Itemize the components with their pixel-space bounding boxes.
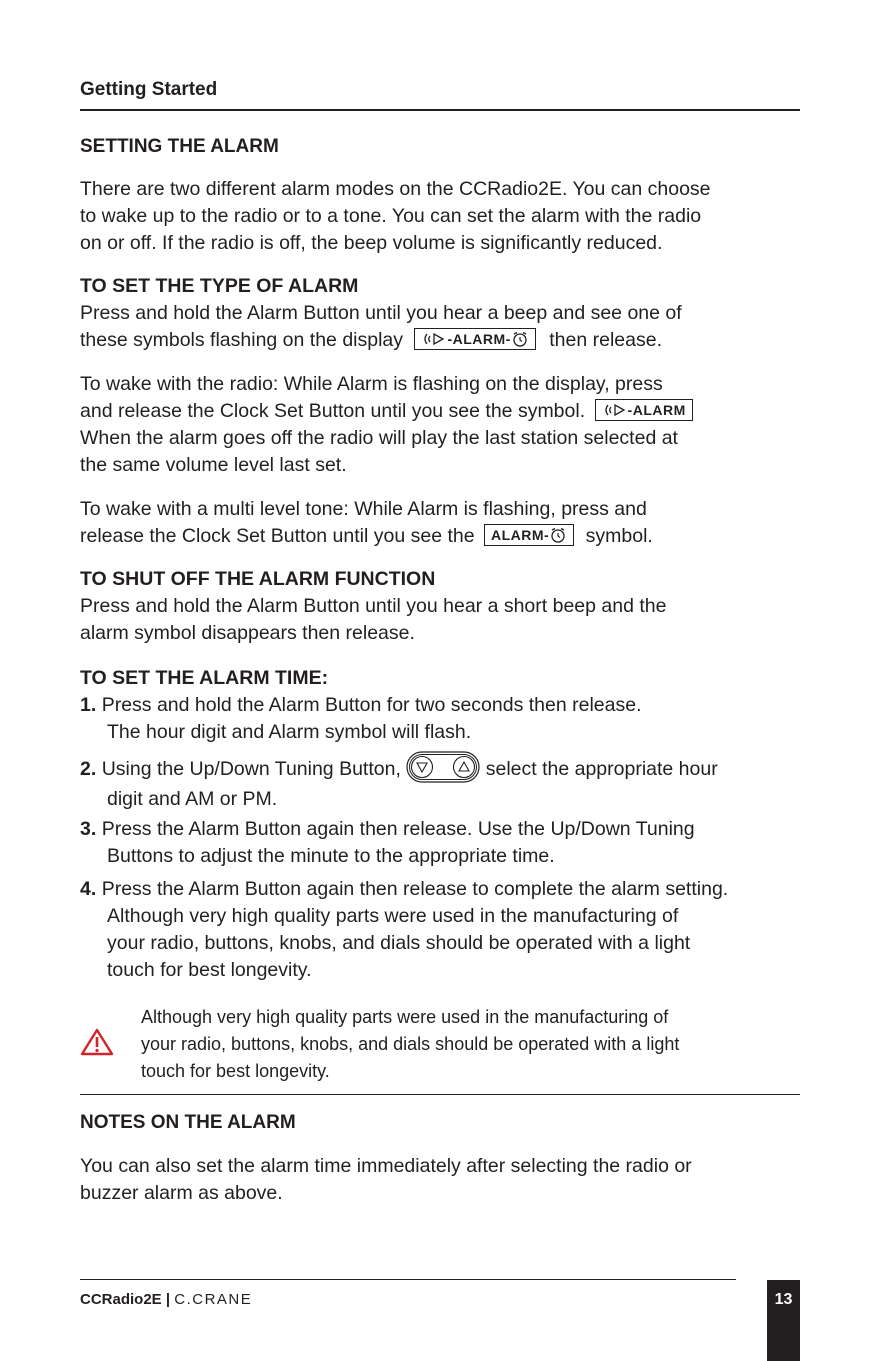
step-2-line: [80, 754, 810, 786]
notes-paragraph: [80, 1153, 820, 1207]
shut-off-line: Press and hold the Alarm Button until you hear a short beep and the: [80, 595, 667, 617]
header-rule: [80, 109, 800, 111]
tone-wake-line-text: symbol.: [585, 525, 653, 547]
page-number-tab: [767, 1280, 800, 1361]
radio-wake-paragraph: [80, 371, 820, 479]
step-number: 4.: [80, 878, 97, 900]
shut-off-block: [80, 566, 820, 647]
section-header: Getting Started: [80, 79, 218, 100]
step-number: 1.: [80, 694, 97, 716]
notes-line: buzzer alarm as above.: [80, 1182, 283, 1204]
radio-wake-line: the same volume level last set.: [80, 454, 347, 476]
caution-line: touch for best longevity.: [141, 1061, 330, 1081]
set-time-title: TO SET THE ALARM TIME:: [80, 667, 329, 689]
step-number: 2.: [80, 758, 97, 781]
footer-product: CCRadio2E: [80, 1291, 162, 1308]
caution-line: your radio, buttons, knobs, and dials should be operated with a light: [141, 1034, 680, 1054]
step-3: [80, 816, 810, 870]
tuning-down-icon: [412, 757, 433, 778]
tone-wake-paragraph: [80, 496, 820, 550]
intro-line: to wake up to the radio or to a tone. You can set the alarm with the radio: [80, 205, 702, 227]
step-1-line: [80, 692, 810, 719]
set-type-line: Press and hold the Alarm Button until you hear a beep and see one of: [80, 302, 682, 324]
tuning-button-icon: [406, 751, 480, 783]
alarm-clock-icon: [511, 331, 529, 347]
step-4: [80, 876, 820, 984]
intro-line: There are two different alarm modes on the CCRadio2E. You can choose: [80, 178, 711, 200]
set-type-title: TO SET THE TYPE OF ALARM: [80, 275, 359, 297]
set-type-line-text: then release.: [549, 329, 662, 351]
step-1: [80, 692, 810, 746]
shut-off-line: alarm symbol disappears then release.: [80, 622, 415, 644]
radio-wake-line-text: and release the Clock Set Button until you see the symbol.: [80, 400, 586, 422]
step-4-line: your radio, buttons, knobs, and dials should be operated with a light: [107, 932, 691, 954]
caution-text: [141, 1004, 801, 1085]
lcd-symbol-tone: [484, 524, 574, 546]
page-number: 13: [774, 1291, 793, 1308]
radio-wake-line: [80, 398, 820, 425]
step-3-line: Buttons to adjust the minute to the appropriate time.: [107, 845, 555, 867]
set-type-line-text: these symbols flashing on the display: [80, 329, 404, 351]
intro-paragraph: [80, 176, 820, 257]
step-2-line: digit and AM or PM.: [107, 788, 278, 810]
step-1-line: The hour digit and Alarm symbol will flash.: [107, 721, 472, 743]
caution-rule: [80, 1094, 800, 1095]
radio-wave-icon: [602, 402, 628, 418]
step-2: [80, 754, 810, 813]
step-text: select the appropriate hour: [485, 758, 718, 781]
step-4-line: touch for best longevity.: [107, 959, 312, 981]
setting-alarm-title: SETTING THE ALARM: [80, 136, 279, 157]
tone-wake-line: [80, 523, 820, 550]
lcd-symbol-radio: [595, 399, 693, 421]
intro-line: on or off. If the radio is off, the beep volume is significantly reduced.: [80, 232, 663, 254]
footer-rule: [80, 1279, 736, 1280]
tone-wake-line: To wake with a multi level tone: While Alarm is flashing, press and: [80, 498, 647, 520]
footer-brand-line: [80, 1291, 252, 1308]
footer-separator: |: [165, 1291, 171, 1308]
lcd-label: ALARM-: [491, 526, 550, 543]
tone-wake-line-text: release the Clock Set Button until you see the: [80, 525, 475, 547]
step-text: Using the Up/Down Tuning Button,: [101, 758, 401, 781]
caution-line: Although very high quality parts were used in the manufacturing of: [141, 1007, 669, 1027]
radio-wave-icon: [421, 331, 447, 347]
step-4-line: Although very high quality parts were used in the manufacturing of: [107, 905, 679, 927]
step-number: 3.: [80, 818, 97, 840]
notes-title: NOTES ON THE ALARM: [80, 1112, 296, 1133]
footer-brand: C.CRANE: [174, 1291, 253, 1308]
radio-wake-line: To wake with the radio: While Alarm is flashing on the display, press: [80, 373, 663, 395]
caution-triangle-icon: [80, 1028, 114, 1056]
radio-wake-line: When the alarm goes off the radio will play the last station selected at: [80, 427, 678, 449]
lcd-symbol-radio-and-tone: [414, 328, 535, 350]
step-4-line: [80, 876, 820, 903]
notes-line: You can also set the alarm time immediately after selecting the radio or: [80, 1155, 692, 1177]
alarm-clock-icon: [549, 527, 567, 543]
tuning-up-icon: [454, 757, 475, 778]
step-3-line: [80, 816, 810, 843]
shut-off-title: TO SHUT OFF THE ALARM FUNCTION: [80, 568, 436, 590]
lcd-label: -ALARM: [627, 401, 686, 418]
set-type-line: [80, 327, 820, 354]
set-type-block: [80, 273, 820, 354]
step-text: Press the Alarm Button again then release. Use the Up/Down Tuning: [101, 818, 695, 840]
step-text: Press the Alarm Button again then release to complete the alarm setting.: [101, 878, 729, 900]
lcd-label: -ALARM-: [447, 330, 511, 347]
step-text: Press and hold the Alarm Button for two seconds then release.: [101, 694, 642, 716]
